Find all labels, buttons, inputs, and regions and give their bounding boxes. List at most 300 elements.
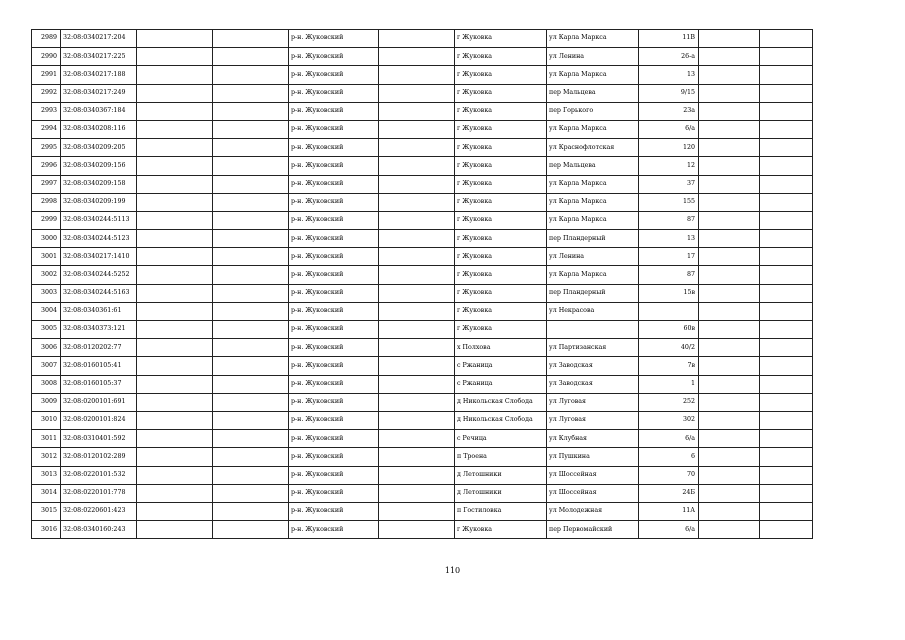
empty-cell-cell	[213, 193, 289, 211]
street-cell: ул Пушкина	[547, 448, 639, 466]
empty-cell-cell	[760, 175, 813, 193]
empty-cell-cell	[760, 484, 813, 502]
settlement-cell: г Жуковка	[455, 157, 547, 175]
district-cell: р-н. Жуковский	[289, 139, 379, 157]
table-row	[32, 430, 813, 448]
empty-cell-cell	[213, 175, 289, 193]
row-number-cell: 2994	[32, 120, 61, 138]
empty-cell-cell	[760, 357, 813, 375]
table-row	[32, 248, 813, 266]
street-cell: ул Молодежная	[547, 502, 639, 520]
empty-cell-cell	[137, 521, 213, 539]
row-number-cell: 2992	[32, 84, 61, 102]
settlement-cell: с Ржаница	[455, 357, 547, 375]
empty-cell-cell	[760, 211, 813, 229]
empty-cell-cell	[379, 375, 455, 393]
row-number-cell: 2996	[32, 157, 61, 175]
empty-cell-cell	[213, 284, 289, 302]
table-row	[32, 411, 813, 429]
cadastral-number-cell: 32:08:0340361:61	[61, 302, 137, 320]
street-cell: ул Карла Маркса	[547, 120, 639, 138]
settlement-cell: г Жуковка	[455, 102, 547, 120]
empty-cell-cell	[699, 157, 760, 175]
cadastral-number-cell: 32:08:0220101:532	[61, 466, 137, 484]
table-row	[32, 521, 813, 539]
cadastral-number-cell: 32:08:0340209:158	[61, 175, 137, 193]
street-cell: ул Карла Маркса	[547, 211, 639, 229]
cadastral-number-cell: 32:08:0340160:243	[61, 521, 137, 539]
row-number-cell: 3009	[32, 393, 61, 411]
empty-cell-cell	[699, 466, 760, 484]
street-cell: ул Карла Маркса	[547, 66, 639, 84]
row-number-cell: 3010	[32, 411, 61, 429]
settlement-cell: г Жуковка	[455, 211, 547, 229]
empty-cell-cell	[137, 48, 213, 66]
empty-cell-cell	[379, 175, 455, 193]
settlement-cell: д Летошники	[455, 466, 547, 484]
empty-cell-cell	[760, 48, 813, 66]
district-cell: р-н. Жуковский	[289, 211, 379, 229]
empty-cell-cell	[760, 139, 813, 157]
house-number-cell: 1	[639, 375, 699, 393]
empty-cell-cell	[699, 521, 760, 539]
house-number-cell: 6/а	[639, 521, 699, 539]
settlement-cell: г Жуковка	[455, 30, 547, 48]
empty-cell-cell	[760, 266, 813, 284]
row-number-cell: 2998	[32, 193, 61, 211]
empty-cell-cell	[213, 411, 289, 429]
cadastral-number-cell: 32:08:0340244:5163	[61, 284, 137, 302]
street-cell: ул Краснофлотская	[547, 139, 639, 157]
cadastral-number-cell: 32:08:0340367:184	[61, 102, 137, 120]
empty-cell-cell	[213, 230, 289, 248]
empty-cell-cell	[699, 302, 760, 320]
house-number-cell: 6	[639, 448, 699, 466]
empty-cell-cell	[137, 175, 213, 193]
cadastral-number-cell: 32:08:0340217:1410	[61, 248, 137, 266]
table-row	[32, 120, 813, 138]
cadastral-number-cell: 32:08:0160105:37	[61, 375, 137, 393]
cadastral-number-cell: 32:08:0120202:77	[61, 339, 137, 357]
cadastral-number-cell: 32:08:0200101:824	[61, 411, 137, 429]
district-cell: р-н. Жуковский	[289, 30, 379, 48]
empty-cell-cell	[137, 321, 213, 339]
house-number-cell: 120	[639, 139, 699, 157]
row-number-cell: 3016	[32, 521, 61, 539]
empty-cell-cell	[137, 430, 213, 448]
cadastral-number-cell: 32:08:0200101:691	[61, 393, 137, 411]
empty-cell-cell	[379, 230, 455, 248]
district-cell: р-н. Жуковский	[289, 120, 379, 138]
empty-cell-cell	[760, 102, 813, 120]
empty-cell-cell	[137, 248, 213, 266]
empty-cell-cell	[760, 284, 813, 302]
row-number-cell: 2991	[32, 66, 61, 84]
row-number-cell: 3007	[32, 357, 61, 375]
empty-cell-cell	[137, 357, 213, 375]
street-cell: пер Пландерный	[547, 284, 639, 302]
street-cell: ул Ленина	[547, 48, 639, 66]
house-number-cell: 12	[639, 157, 699, 175]
empty-cell-cell	[699, 375, 760, 393]
district-cell: р-н. Жуковский	[289, 193, 379, 211]
empty-cell-cell	[379, 284, 455, 302]
empty-cell-cell	[699, 448, 760, 466]
table-row	[32, 393, 813, 411]
table-row	[32, 266, 813, 284]
empty-cell-cell	[137, 284, 213, 302]
district-cell: р-н. Жуковский	[289, 230, 379, 248]
settlement-cell: г Жуковка	[455, 84, 547, 102]
street-cell: пер Первомайский	[547, 521, 639, 539]
empty-cell-cell	[699, 430, 760, 448]
district-cell: р-н. Жуковский	[289, 375, 379, 393]
house-number-cell: 252	[639, 393, 699, 411]
row-number-cell: 3013	[32, 466, 61, 484]
settlement-cell: с Речица	[455, 430, 547, 448]
empty-cell-cell	[213, 48, 289, 66]
empty-cell-cell	[699, 193, 760, 211]
cadastral-number-cell: 32:08:0340217:249	[61, 84, 137, 102]
row-number-cell: 3001	[32, 248, 61, 266]
empty-cell-cell	[137, 375, 213, 393]
house-number-cell: 24Б	[639, 484, 699, 502]
house-number-cell: 11В	[639, 30, 699, 48]
row-number-cell: 2999	[32, 211, 61, 229]
settlement-cell: г Жуковка	[455, 139, 547, 157]
cadastral-number-cell: 32:08:0340217:188	[61, 66, 137, 84]
table-row	[32, 339, 813, 357]
house-number-cell: 11А	[639, 502, 699, 520]
table-row	[32, 102, 813, 120]
settlement-cell: г Жуковка	[455, 521, 547, 539]
settlement-cell: д Летошники	[455, 484, 547, 502]
empty-cell-cell	[213, 484, 289, 502]
house-number-cell: 9/15	[639, 84, 699, 102]
table-row	[32, 230, 813, 248]
empty-cell-cell	[213, 339, 289, 357]
empty-cell-cell	[213, 375, 289, 393]
empty-cell-cell	[699, 266, 760, 284]
settlement-cell: х Полхова	[455, 339, 547, 357]
empty-cell-cell	[760, 120, 813, 138]
house-number-cell: 13	[639, 66, 699, 84]
district-cell: р-н. Жуковский	[289, 175, 379, 193]
empty-cell-cell	[137, 211, 213, 229]
empty-cell-cell	[379, 248, 455, 266]
empty-cell-cell	[379, 157, 455, 175]
cadastral-number-cell: 32:08:0340209:199	[61, 193, 137, 211]
empty-cell-cell	[379, 120, 455, 138]
house-number-cell: 87	[639, 211, 699, 229]
empty-cell-cell	[137, 466, 213, 484]
empty-cell-cell	[699, 120, 760, 138]
empty-cell-cell	[379, 48, 455, 66]
street-cell: ул Шоссейная	[547, 484, 639, 502]
street-cell: ул Карла Маркса	[547, 175, 639, 193]
district-cell: р-н. Жуковский	[289, 302, 379, 320]
house-number-cell: 17	[639, 248, 699, 266]
street-cell: ул Шоссейная	[547, 466, 639, 484]
empty-cell-cell	[760, 30, 813, 48]
table-row	[32, 193, 813, 211]
empty-cell-cell	[137, 411, 213, 429]
table-row	[32, 466, 813, 484]
empty-cell-cell	[137, 193, 213, 211]
cadastral-number-cell: 32:08:0340208:116	[61, 120, 137, 138]
empty-cell-cell	[379, 357, 455, 375]
row-number-cell: 2993	[32, 102, 61, 120]
empty-cell-cell	[213, 30, 289, 48]
empty-cell-cell	[760, 84, 813, 102]
empty-cell-cell	[379, 30, 455, 48]
house-number-cell: 7в	[639, 357, 699, 375]
row-number-cell: 3002	[32, 266, 61, 284]
empty-cell-cell	[760, 66, 813, 84]
row-number-cell: 3011	[32, 430, 61, 448]
street-cell: ул Луговая	[547, 411, 639, 429]
empty-cell-cell	[137, 84, 213, 102]
settlement-cell: г Жуковка	[455, 284, 547, 302]
empty-cell-cell	[213, 448, 289, 466]
street-cell: ул Карла Маркса	[547, 266, 639, 284]
empty-cell-cell	[137, 302, 213, 320]
district-cell: р-н. Жуковский	[289, 84, 379, 102]
district-cell: р-н. Жуковский	[289, 48, 379, 66]
cadastral-number-cell: 32:08:0340217:204	[61, 30, 137, 48]
empty-cell-cell	[213, 120, 289, 138]
district-cell: р-н. Жуковский	[289, 266, 379, 284]
table-row	[32, 484, 813, 502]
empty-cell-cell	[213, 66, 289, 84]
table-row	[32, 175, 813, 193]
empty-cell-cell	[137, 157, 213, 175]
district-cell: р-н. Жуковский	[289, 284, 379, 302]
settlement-cell: г Жуковка	[455, 321, 547, 339]
cadastral-number-cell: 32:08:0120102:289	[61, 448, 137, 466]
district-cell: р-н. Жуковский	[289, 466, 379, 484]
settlement-cell: п Троена	[455, 448, 547, 466]
street-cell: ул Заводская	[547, 357, 639, 375]
empty-cell-cell	[379, 502, 455, 520]
street-cell: пер Мальцева	[547, 157, 639, 175]
empty-cell-cell	[137, 230, 213, 248]
empty-cell-cell	[137, 120, 213, 138]
street-cell: ул Партизанская	[547, 339, 639, 357]
house-number-cell: 13	[639, 230, 699, 248]
settlement-cell: с Ржаница	[455, 375, 547, 393]
settlement-cell: г Жуковка	[455, 266, 547, 284]
empty-cell-cell	[137, 484, 213, 502]
table-row	[32, 357, 813, 375]
house-number-cell: 40/2	[639, 339, 699, 357]
empty-cell-cell	[699, 321, 760, 339]
row-number-cell: 2990	[32, 48, 61, 66]
empty-cell-cell	[213, 430, 289, 448]
empty-cell-cell	[699, 84, 760, 102]
empty-cell-cell	[137, 393, 213, 411]
empty-cell-cell	[137, 502, 213, 520]
cadastral-number-cell: 32:08:0310401:592	[61, 430, 137, 448]
empty-cell-cell	[699, 175, 760, 193]
empty-cell-cell	[379, 466, 455, 484]
empty-cell-cell	[379, 66, 455, 84]
empty-cell-cell	[379, 266, 455, 284]
district-cell: р-н. Жуковский	[289, 430, 379, 448]
district-cell: р-н. Жуковский	[289, 66, 379, 84]
district-cell: р-н. Жуковский	[289, 448, 379, 466]
empty-cell-cell	[137, 102, 213, 120]
empty-cell-cell	[379, 84, 455, 102]
cadastral-number-cell: 32:08:0340373:121	[61, 321, 137, 339]
empty-cell-cell	[760, 321, 813, 339]
row-number-cell: 3000	[32, 230, 61, 248]
cadastral-number-cell: 32:08:0220601:423	[61, 502, 137, 520]
house-number-cell: 70	[639, 466, 699, 484]
table-row	[32, 321, 813, 339]
table-row	[32, 284, 813, 302]
empty-cell-cell	[213, 393, 289, 411]
empty-cell-cell	[699, 284, 760, 302]
table-row	[32, 66, 813, 84]
street-cell: ул Ленина	[547, 248, 639, 266]
house-number-cell: 6/а	[639, 120, 699, 138]
empty-cell-cell	[760, 393, 813, 411]
empty-cell-cell	[213, 466, 289, 484]
empty-cell-cell	[699, 211, 760, 229]
empty-cell-cell	[213, 321, 289, 339]
district-cell: р-н. Жуковский	[289, 157, 379, 175]
street-cell: пер Мальцева	[547, 84, 639, 102]
empty-cell-cell	[137, 66, 213, 84]
district-cell: р-н. Жуковский	[289, 321, 379, 339]
street-cell	[547, 321, 639, 339]
empty-cell-cell	[137, 30, 213, 48]
district-cell: р-н. Жуковский	[289, 411, 379, 429]
settlement-cell: г Жуковка	[455, 175, 547, 193]
street-cell: ул Клубная	[547, 430, 639, 448]
empty-cell-cell	[699, 339, 760, 357]
settlement-cell: г Жуковка	[455, 48, 547, 66]
settlement-cell: г Жуковка	[455, 302, 547, 320]
settlement-cell: г Жуковка	[455, 66, 547, 84]
cadastral-number-cell: 32:08:0340209:156	[61, 157, 137, 175]
empty-cell-cell	[699, 48, 760, 66]
row-number-cell: 3005	[32, 321, 61, 339]
district-cell: р-н. Жуковский	[289, 248, 379, 266]
empty-cell-cell	[213, 211, 289, 229]
empty-cell-cell	[699, 357, 760, 375]
table-row	[32, 30, 813, 48]
empty-cell-cell	[760, 193, 813, 211]
street-cell: пер Горького	[547, 102, 639, 120]
empty-cell-cell	[379, 102, 455, 120]
empty-cell-cell	[760, 248, 813, 266]
empty-cell-cell	[213, 102, 289, 120]
settlement-cell: г Жуковка	[455, 193, 547, 211]
empty-cell-cell	[760, 466, 813, 484]
table-row	[32, 448, 813, 466]
empty-cell-cell	[379, 430, 455, 448]
row-number-cell: 2989	[32, 30, 61, 48]
empty-cell-cell	[699, 393, 760, 411]
cadastral-number-cell: 32:08:0160105:41	[61, 357, 137, 375]
empty-cell-cell	[379, 448, 455, 466]
empty-cell-cell	[213, 139, 289, 157]
street-cell: ул Карла Маркса	[547, 193, 639, 211]
settlement-cell: г Жуковка	[455, 248, 547, 266]
empty-cell-cell	[699, 502, 760, 520]
empty-cell-cell	[699, 139, 760, 157]
empty-cell-cell	[379, 339, 455, 357]
district-cell: р-н. Жуковский	[289, 357, 379, 375]
empty-cell-cell	[213, 502, 289, 520]
empty-cell-cell	[379, 393, 455, 411]
house-number-cell: 302	[639, 411, 699, 429]
house-number-cell: 155	[639, 193, 699, 211]
row-number-cell: 3008	[32, 375, 61, 393]
cadastral-number-cell: 32:08:0220101:778	[61, 484, 137, 502]
table-body	[32, 30, 813, 539]
empty-cell-cell	[213, 84, 289, 102]
house-number-cell: 87	[639, 266, 699, 284]
row-number-cell: 3012	[32, 448, 61, 466]
empty-cell-cell	[760, 411, 813, 429]
house-number-cell: 37	[639, 175, 699, 193]
empty-cell-cell	[137, 339, 213, 357]
table-row	[32, 48, 813, 66]
empty-cell-cell	[699, 484, 760, 502]
district-cell: р-н. Жуковский	[289, 339, 379, 357]
empty-cell-cell	[137, 266, 213, 284]
empty-cell-cell	[379, 411, 455, 429]
empty-cell-cell	[760, 157, 813, 175]
house-number-cell: 60в	[639, 321, 699, 339]
empty-cell-cell	[379, 302, 455, 320]
page-number: 110	[444, 566, 461, 575]
district-cell: р-н. Жуковский	[289, 502, 379, 520]
empty-cell-cell	[379, 139, 455, 157]
empty-cell-cell	[379, 484, 455, 502]
table-row	[32, 502, 813, 520]
street-cell: ул Карла Маркса	[547, 30, 639, 48]
empty-cell-cell	[699, 66, 760, 84]
table-row	[32, 302, 813, 320]
house-number-cell: 23а	[639, 102, 699, 120]
district-cell: р-н. Жуковский	[289, 393, 379, 411]
settlement-cell: д Никольская Слобода	[455, 393, 547, 411]
cadastral-number-cell: 32:08:0340244:5123	[61, 230, 137, 248]
house-number-cell: 6/а	[639, 430, 699, 448]
table-row	[32, 375, 813, 393]
district-cell: р-н. Жуковский	[289, 102, 379, 120]
settlement-cell: п Гостиловка	[455, 502, 547, 520]
empty-cell-cell	[137, 139, 213, 157]
registry-table	[31, 29, 813, 539]
empty-cell-cell	[760, 430, 813, 448]
empty-cell-cell	[137, 448, 213, 466]
row-number-cell: 3003	[32, 284, 61, 302]
empty-cell-cell	[699, 248, 760, 266]
row-number-cell: 2995	[32, 139, 61, 157]
row-number-cell: 3004	[32, 302, 61, 320]
settlement-cell: г Жуковка	[455, 120, 547, 138]
empty-cell-cell	[760, 302, 813, 320]
empty-cell-cell	[760, 375, 813, 393]
empty-cell-cell	[379, 321, 455, 339]
table-row	[32, 211, 813, 229]
empty-cell-cell	[213, 521, 289, 539]
